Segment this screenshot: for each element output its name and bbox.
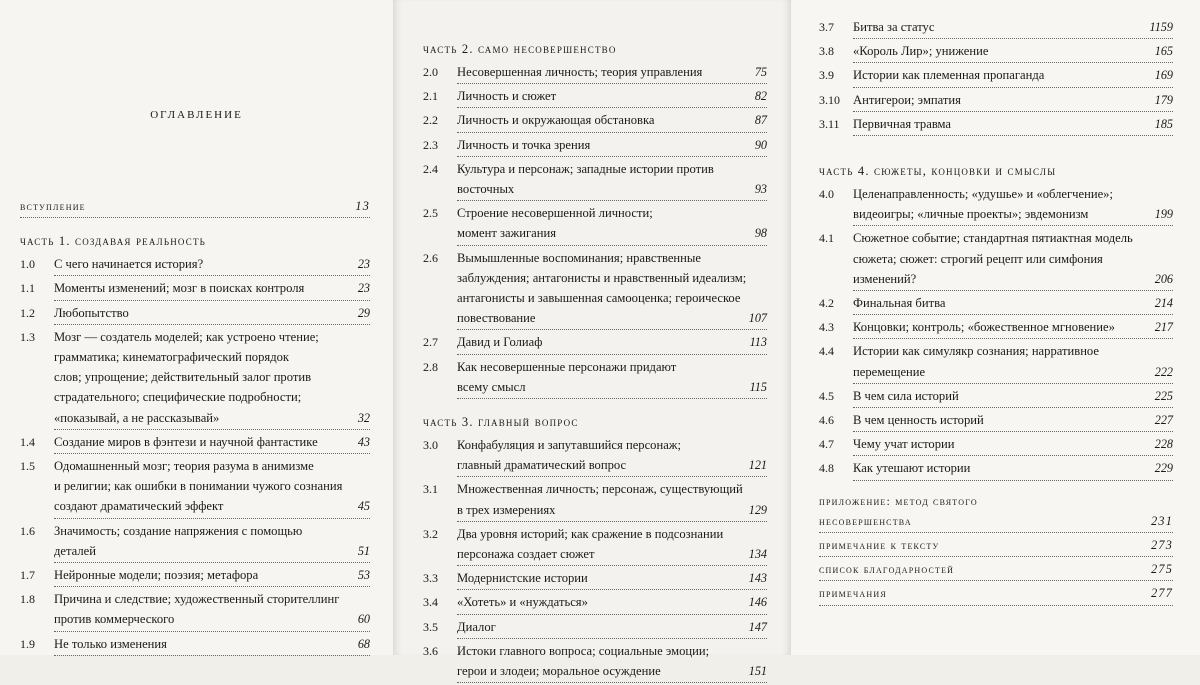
entry-page: 93 <box>754 182 767 197</box>
entry-page: 179 <box>1154 92 1173 107</box>
entry-text: Вымышленные воспоминания; нравственные <box>457 250 701 265</box>
toc-entry <box>819 17 1173 41</box>
entry-number: 3.3 <box>423 571 438 586</box>
entry-number: 1.9 <box>20 636 35 651</box>
entry-page: 199 <box>1154 207 1173 222</box>
entry-page: 23 <box>357 257 370 272</box>
entry-text: Любопытство <box>54 305 129 320</box>
entry-number: 3.5 <box>423 619 438 634</box>
entry-text: Два уровня историй; как сражение в подсознании <box>457 526 724 541</box>
intro-page: 13 <box>355 199 370 213</box>
entry-page: 169 <box>1154 68 1173 83</box>
entry-number: 3.10 <box>819 92 840 107</box>
part3-title: часть 3. главный вопрос <box>423 415 579 430</box>
entry-page: 227 <box>1154 413 1173 428</box>
toc-entry <box>423 62 767 86</box>
entry-number: 2.0 <box>423 65 438 79</box>
entry-page: 68 <box>357 636 370 651</box>
entry-number: 1.7 <box>20 568 35 583</box>
entry-text: Концовки; контроль; «божественное мгновение» <box>853 320 1115 335</box>
right-column <box>819 17 1173 608</box>
toc-entry <box>423 332 767 356</box>
entry-page: 143 <box>748 571 767 586</box>
entry-page: 134 <box>748 547 767 562</box>
entry-text: Антигерои; эмпатия <box>853 92 961 107</box>
toc-entry <box>423 86 767 110</box>
toc-entry <box>819 491 1173 535</box>
entry-text: Диалог <box>457 619 496 634</box>
entry-text: страдательного; специфические подробности; <box>54 390 302 405</box>
entry-text: создают драматический эффект <box>54 499 224 514</box>
entry-page: 87 <box>754 113 767 128</box>
entry-text: против коммерческого <box>54 612 175 627</box>
entry-number: 1.4 <box>20 434 35 449</box>
toc-entry <box>423 248 767 333</box>
entry-number: 3.0 <box>423 438 438 453</box>
toc-entry <box>423 479 767 523</box>
entry-number: 2.3 <box>423 137 438 152</box>
toc-entry <box>819 559 1173 583</box>
toc-title: оглавление <box>150 106 243 122</box>
entry-text: «Хотеть» и «нуждаться» <box>457 595 588 610</box>
entry-text: Как утешают истории <box>853 461 971 476</box>
entry-page: 45 <box>357 499 370 514</box>
entry-page: 43 <box>357 434 370 449</box>
toc-entry <box>423 203 767 247</box>
entry-text: деталей <box>54 543 96 558</box>
entry-number: 1.6 <box>20 523 35 538</box>
entry-text: Одомашненный мозг; теория разума в анимизме <box>54 459 314 474</box>
entry-page: 75 <box>754 65 767 79</box>
part1-entries <box>20 254 370 658</box>
entry-number: 2.4 <box>423 161 438 176</box>
toc-entry <box>423 617 767 641</box>
entry-text: Мозг — создатель моделей; как устроено чтение; <box>54 329 319 344</box>
entry-number: 3.8 <box>819 44 834 59</box>
entry-page: 107 <box>748 311 767 326</box>
entry-page: 146 <box>748 595 767 610</box>
toc-entry <box>819 184 1173 228</box>
entry-text: Личность и окружающая обстановка <box>457 113 655 128</box>
toc-entry <box>423 592 767 616</box>
toc-entry <box>819 65 1173 89</box>
toc-entry <box>819 410 1173 434</box>
toc-entry <box>423 641 767 685</box>
entry-text: приложение: метод святого <box>819 493 978 508</box>
entry-number: 4.8 <box>819 461 834 476</box>
entry-text: несовершенства <box>819 513 912 528</box>
entry-number: 1.1 <box>20 281 35 296</box>
entry-number: 3.2 <box>423 526 438 541</box>
toc-entry <box>423 357 767 401</box>
entry-number: 3.9 <box>819 68 834 83</box>
toc-entry <box>819 41 1173 65</box>
entry-text: видеоигры; «личные проекты»; эвдемонизм <box>853 207 1089 222</box>
entry-number: 4.7 <box>819 437 834 452</box>
entry-page: 53 <box>357 568 370 583</box>
toc-entry <box>423 110 767 134</box>
toc-entry <box>819 535 1173 559</box>
part3-cont-entries <box>819 17 1173 138</box>
entry-text: заблуждения; антагонисты и нравственный идеализм; <box>457 270 747 285</box>
entry-page: 228 <box>1154 437 1173 452</box>
entry-number: 3.6 <box>423 643 438 658</box>
entry-text: персонажа создает сюжет <box>457 547 595 562</box>
toc-entry <box>819 293 1173 317</box>
entry-text: перемещение <box>853 364 926 379</box>
entry-page: 185 <box>1154 116 1173 131</box>
entry-page: 225 <box>1154 388 1173 403</box>
entry-number: 2.5 <box>423 206 438 221</box>
toc-entry <box>423 568 767 592</box>
toc-entry <box>20 303 370 327</box>
entry-page: 32 <box>357 410 370 425</box>
entry-text: Целенаправленность; «удушье» и «облегчение»; <box>853 187 1113 202</box>
entry-text: «показывай, а не рассказывай» <box>54 410 220 425</box>
entry-text: Истории как симулякр сознания; нарративное <box>853 344 1099 359</box>
toc-entry <box>819 434 1173 458</box>
toc-entry <box>20 589 370 633</box>
entry-number: 4.5 <box>819 388 834 403</box>
toc-entry <box>423 135 767 159</box>
toc-entry <box>819 386 1173 410</box>
entry-text: и религии; как ошибки в понимании чужого сознания <box>54 479 343 494</box>
right-page <box>791 0 1200 655</box>
entry-text: В чем сила историй <box>853 388 959 403</box>
entry-text: Сюжетное событие; стандартная пятиактная модель <box>853 231 1133 246</box>
part4-title: часть 4. сюжеты, концовки и смыслы <box>819 164 1057 179</box>
entry-text: Истоки главного вопроса; социальные эмоции; <box>457 643 710 658</box>
entry-text: Личность и точка зрения <box>457 137 591 152</box>
entry-page: 217 <box>1154 320 1173 335</box>
toc-entry <box>819 90 1173 114</box>
entry-page: 231 <box>1151 513 1173 528</box>
entry-text: Значимость; создание напряжения с помощью <box>54 523 303 538</box>
entry-text: изменений? <box>853 271 917 286</box>
entry-page: 214 <box>1154 296 1173 311</box>
entry-number: 3.4 <box>423 595 438 610</box>
toc-entry <box>20 254 370 278</box>
entry-page: 222 <box>1154 364 1173 379</box>
entry-number: 1.8 <box>20 592 35 607</box>
entry-number: 1.0 <box>20 257 35 272</box>
part4-entries <box>819 184 1173 483</box>
toc-entry <box>819 341 1173 385</box>
entry-number: 1.5 <box>20 459 35 474</box>
entry-number: 3.1 <box>423 482 438 497</box>
entry-text: Нейронные модели; поэзия; метафора <box>54 568 259 583</box>
entry-page: 275 <box>1151 562 1173 577</box>
entry-text: Битва за статус <box>853 20 935 34</box>
entry-text: Чему учат истории <box>853 437 955 452</box>
entry-page: 273 <box>1151 538 1173 553</box>
entry-page: 165 <box>1154 44 1173 59</box>
entry-text: Множественная личность; персонаж, существующий <box>457 482 743 497</box>
entry-text: Моменты изменений; мозг в поисках контроля <box>54 281 305 296</box>
entry-page: 147 <box>748 619 767 634</box>
entry-page: 98 <box>754 226 767 241</box>
entry-text: всему смысл <box>457 379 526 394</box>
entry-number: 4.2 <box>819 296 834 311</box>
left-column <box>20 196 370 658</box>
entry-text: Первичная травма <box>853 116 952 131</box>
entry-text: Личность и сюжет <box>457 89 557 104</box>
entry-text: главный драматический вопрос <box>457 458 627 473</box>
entry-number: 3.7 <box>819 20 834 34</box>
entry-page: 113 <box>749 335 767 350</box>
entry-page: 151 <box>748 664 767 679</box>
entry-number: 1.3 <box>20 329 35 344</box>
entry-page: 229 <box>1154 461 1173 476</box>
part2-entries <box>423 62 767 401</box>
toc-entry <box>819 583 1173 607</box>
entry-text: грамматика; кинематографический порядок <box>54 350 290 365</box>
part1-title: часть 1. создавая реальность <box>20 234 207 249</box>
toc-entry <box>20 278 370 302</box>
toc-entry-intro <box>20 196 370 220</box>
entry-page: 277 <box>1151 586 1173 601</box>
entry-text: Финальная битва <box>853 296 946 311</box>
entry-text: С чего начинается история? <box>54 257 204 272</box>
entry-text: Истории как племенная пропаганда <box>853 68 1045 83</box>
middle-column <box>423 42 767 685</box>
entry-text: Давид и Голиаф <box>457 335 543 350</box>
entry-text: Несовершенная личность; теория управления <box>457 65 703 79</box>
toc-entry <box>819 317 1173 341</box>
entry-page: 90 <box>754 137 767 152</box>
entry-text: Причина и следствие; художественный сторителлинг <box>54 592 340 607</box>
entry-number: 1.2 <box>20 305 35 320</box>
entry-number: 4.4 <box>819 344 834 359</box>
entry-text: Строение несовершенной личности; <box>457 206 653 221</box>
toc-entry <box>20 456 370 521</box>
entry-text: Культура и персонаж; западные истории против <box>457 161 714 176</box>
toc-entry <box>20 634 370 658</box>
entry-page: 29 <box>357 305 370 320</box>
toc-entry <box>423 524 767 568</box>
entry-text: Как несовершенные персонажи придают <box>457 359 677 374</box>
entry-number: 2.2 <box>423 113 438 128</box>
entry-page: 23 <box>357 281 370 296</box>
toc-entry <box>20 327 370 432</box>
entry-page: 121 <box>748 458 767 473</box>
entry-page: 82 <box>754 89 767 104</box>
entry-number: 2.7 <box>423 335 438 350</box>
toc-entry <box>819 114 1173 138</box>
entry-text: В чем ценность историй <box>853 413 984 428</box>
appendix-entries <box>819 491 1173 608</box>
entry-text: список благодарностей <box>819 562 955 577</box>
entry-page: 115 <box>749 379 767 394</box>
entry-text: Создание миров в фэнтези и научной фантастике <box>54 434 318 449</box>
entry-text: в трех измерениях <box>457 502 556 517</box>
toc-entry <box>423 435 767 479</box>
entry-text: Конфабуляция и запутавшийся персонаж; <box>457 438 681 453</box>
entry-text: сюжета; сюжет: строгий рецепт или симфония <box>853 251 1103 266</box>
entry-page: 129 <box>748 502 767 517</box>
toc-entry <box>20 432 370 456</box>
entry-number: 2.6 <box>423 250 438 265</box>
toc-entry <box>423 159 767 203</box>
entry-page: 1159 <box>1149 20 1173 34</box>
entry-number: 4.3 <box>819 320 834 335</box>
entry-number: 4.0 <box>819 187 834 202</box>
part2-title: часть 2. само несовершенство <box>423 42 617 56</box>
toc-entry <box>20 521 370 565</box>
entry-text: Не только изменения <box>54 636 167 651</box>
entry-text: Модернистские истории <box>457 571 588 586</box>
entry-number: 2.8 <box>423 359 438 374</box>
entry-text: восточных <box>457 182 515 197</box>
entry-number: 3.11 <box>819 116 840 131</box>
entry-number: 2.1 <box>423 89 438 104</box>
entry-text: повествование <box>457 311 536 326</box>
toc-entry <box>819 458 1173 482</box>
toc-entry <box>20 565 370 589</box>
entry-text: герои и злодеи; моральное осуждение <box>457 664 661 679</box>
entry-text: антагонисты и завышенная самооценка; героическое <box>457 291 741 306</box>
part3-entries <box>423 435 767 685</box>
left-page <box>0 0 393 655</box>
entry-text: слов; упрощение; действительный залог против <box>54 370 312 385</box>
intro-label: вступление <box>20 199 86 213</box>
toc-entry <box>819 228 1173 293</box>
middle-page <box>393 0 791 679</box>
entry-page: 51 <box>357 543 370 558</box>
entry-number: 4.6 <box>819 413 834 428</box>
entry-page: 60 <box>357 612 370 627</box>
entry-number: 4.1 <box>819 231 834 246</box>
entry-page: 206 <box>1154 271 1173 286</box>
entry-text: примечания <box>819 586 887 601</box>
entry-text: момент зажигания <box>457 226 557 241</box>
entry-text: примечание к тексту <box>819 538 940 553</box>
entry-text: «Король Лир»; унижение <box>853 44 989 59</box>
